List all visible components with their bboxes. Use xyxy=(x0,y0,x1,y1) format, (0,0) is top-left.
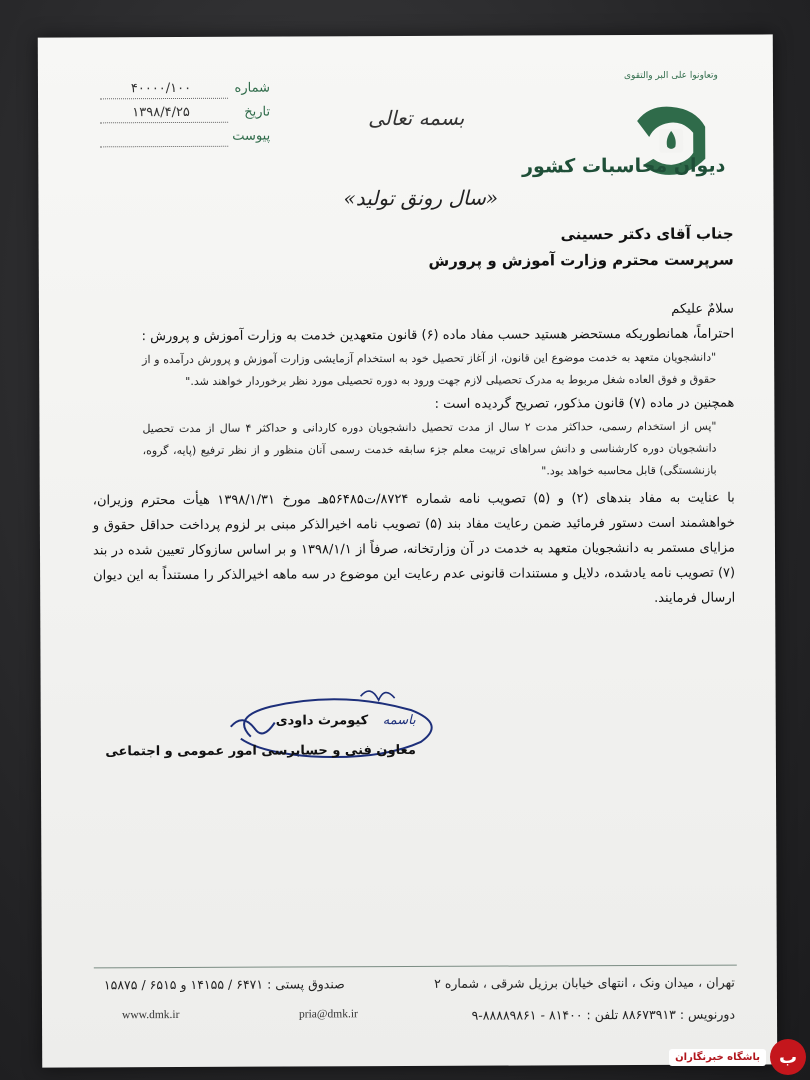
attachment-row xyxy=(100,129,270,154)
footer-phone: دورنویس : ۸۸۶۷۳۹۱۳ تلفن : ۸۱۴۰۰ - ۸۸۸۸۹۸۶۱-۹ xyxy=(471,1006,736,1023)
number-dotted-line xyxy=(100,98,228,100)
main-paragraph: با عنایت به مفاد بندهای (۲) و (۵) تصویب نامه شماره ۸۷۲۴/ت۵۶۴۸۵هـ مورخ ۱۳۹۸/۱/۳۱ هیأت محترم وزیران، خواهشمند است دستور فرمائید ضمن رعایت مفاد بند (۵) تصویب نامه اخیرالذکر مبنی بر لزوم پرداخت حداقل حقوق و مزایای مستمر به دانشجویان متعهد به خدمت در آن وزارتخانه، صرفاً از ۱۳۹۸/۱/۱ و بر اساس سازوکار تعیین شده در بند (۷) تصویب نامه یادشده، دلایل و مستندات قانونی عدم رعایت این موضوع در سه ماهه اخیرالذکر را مستنداً به این دیوان ارسال فرمایند. xyxy=(92,490,736,606)
date-label: تاریخ xyxy=(244,104,271,120)
date-value: ۱۳۹۸/۴/۲۵ xyxy=(132,104,190,121)
number-value: ۴۰۰۰۰/۱۰۰ xyxy=(130,80,192,97)
letter-page xyxy=(38,34,777,1067)
signer-title: معاون فنی و حسابرسی امور عمومی و اجتماعی xyxy=(105,742,416,760)
year-slogan: «سال رونق تولید» xyxy=(343,185,499,211)
addressee-title: سرپرست محترم وزارت آموزش و پرورش xyxy=(428,250,734,270)
addressee-name: جناب آقای دکتر حسینی xyxy=(560,224,734,244)
letter-body xyxy=(92,297,735,614)
signer-name-row xyxy=(105,706,416,737)
intro-paragraph: احتراماً، همانطوریکه مستحضر هستید حسب مفاد ماده (۶) قانون متعهدین خدمت به وزارت آموزش و پرورش : xyxy=(141,326,735,345)
watermark-logo-icon: ب xyxy=(770,1039,806,1075)
date-dotted-line xyxy=(100,122,228,124)
footer-email: pria@dmk.ir xyxy=(298,1008,358,1021)
footer-divider xyxy=(94,965,737,969)
attachment-value xyxy=(100,129,222,130)
footer-pobox: صندوق پستی : ۶۴۷۱ / ۱۴۱۵۵ و ۶۵۱۵ / ۱۵۸۷۵ xyxy=(103,976,345,993)
signer-name: کیومرث داودی xyxy=(275,713,369,729)
addressee-block xyxy=(174,221,734,275)
date-row xyxy=(100,105,270,130)
number-row xyxy=(100,81,270,106)
footer-website: www.dmk.ir xyxy=(121,1008,180,1022)
signature-block xyxy=(105,706,416,767)
number-label: شماره xyxy=(234,80,271,96)
letter-metadata xyxy=(100,81,270,154)
footer-address: تهران ، میدان ونک ، انتهای خیابان برزیل شرقی ، شماره ۲ xyxy=(434,974,735,991)
bismillah: بسمه تعالی xyxy=(368,105,465,131)
logo-arc-text: وتعاونوا علی البر والتقوی xyxy=(623,70,718,82)
organization-name: دیوان محاسبات کشور xyxy=(522,154,726,178)
middle-paragraph: همچنین در ماده (۷) قانون مذکور، تصریح گردیده است : xyxy=(434,395,735,412)
attachment-label: پیوست xyxy=(232,128,271,144)
watermark-text: باشگاه خبرنگاران xyxy=(669,1049,766,1066)
watermark xyxy=(646,1040,806,1074)
quote-article-6: "دانشجویان متعهد به خدمت موضوع این قانون، از آغاز تحصیل خود به استخدام آزمایشی وزارت آموزش و پرورش درآمده و از حقوق و فوق العاده شغل مربوط به مدرک تحصیلی لازم جهت ورود به دوره تحصیلی مورد نظر برخوردار خواهند شد." xyxy=(142,350,717,388)
signature-note: باسمه xyxy=(382,712,416,729)
attachment-dotted-line xyxy=(100,146,228,148)
organization-logo xyxy=(611,71,732,207)
quote-article-7: "پس از استخدام رسمی، حداکثر مدت ۲ سال از مدت تحصیل دانشجویان دوره کاردانی و حداکثر ۴ سال از مدت تحصیل دانشجویان دوره کارشناسی و دانش سراهای تربیت معلم جزء سابقه خدمت رسمی آنان منظور و از نظر ترفیع (پایه، گروه، بازنشستگی) قابل محاسبه خواهد بود." xyxy=(142,419,717,478)
greeting: سلامٌ علیکم xyxy=(671,301,734,317)
